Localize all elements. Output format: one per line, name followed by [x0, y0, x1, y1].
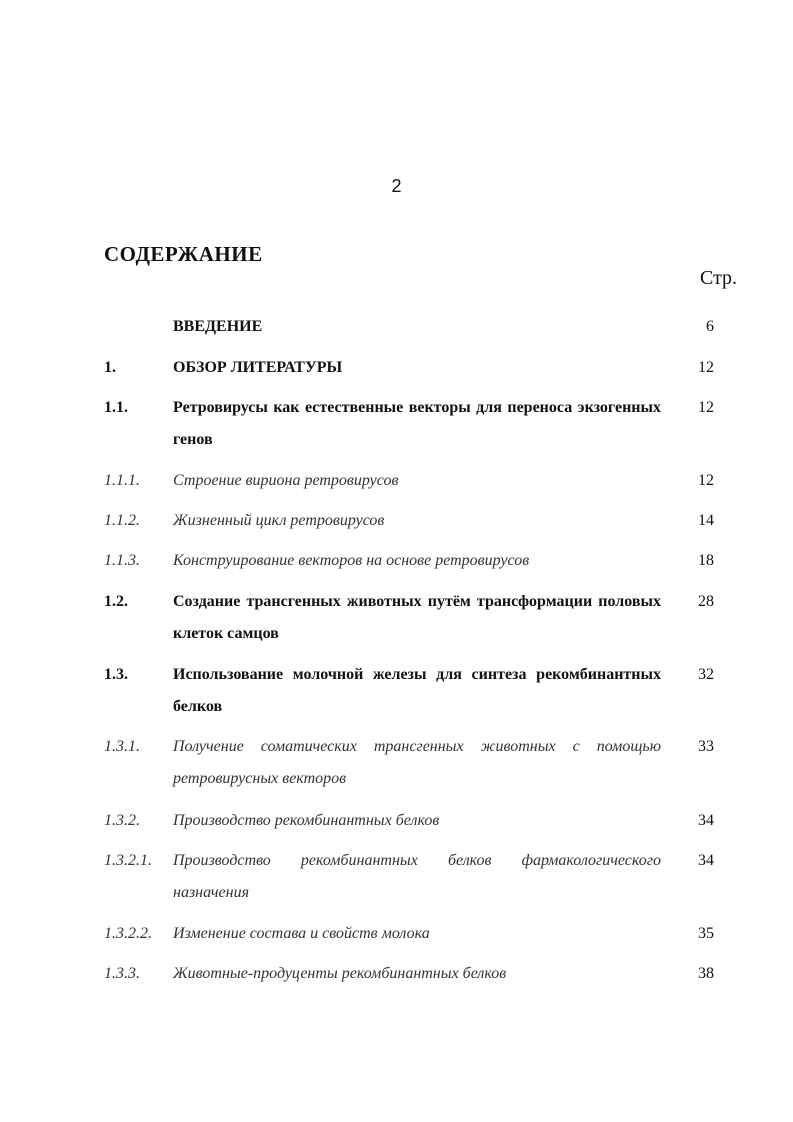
toc-entry-number: 1.3.3.	[104, 965, 140, 982]
toc-entry-page: 28	[698, 593, 714, 610]
toc-entry-page: 14	[698, 512, 714, 529]
toc-entry-title: Производство рекомбинантных белков фармакологического назначения	[173, 852, 661, 901]
page-column-label: Стр.	[700, 267, 738, 289]
toc-entry-title: Животные-продуценты рекомбинантных белков	[173, 965, 507, 982]
toc-entry-number: 1.1.2.	[104, 512, 140, 529]
toc-entry-number: 1.1.	[104, 399, 128, 416]
toc-entry-page: 34	[698, 812, 714, 829]
toc-entry-title: Производство рекомбинантных белков	[173, 812, 440, 829]
toc-entry-number: 1.1.1.	[104, 472, 140, 489]
toc-entry-page: 18	[698, 552, 714, 569]
toc-entry-title: Получение соматических трансгенных животных с помощью ретровирусных векторов	[173, 738, 661, 787]
toc-entry-title: Использование молочной железы для синтеза рекомбинантных белков	[173, 666, 661, 715]
toc-entry-page: 12	[698, 472, 714, 489]
toc-entry-number: 1.3.	[104, 666, 128, 683]
toc-entry-number: 1.3.1.	[104, 738, 140, 755]
toc-entry-page: 6	[706, 318, 714, 335]
toc-entry-title: Изменение состава и свойств молока	[173, 925, 430, 942]
toc-entry-page: 38	[698, 965, 714, 982]
toc-entry-page: 33	[698, 738, 714, 755]
toc-entry-page: 12	[698, 359, 714, 376]
toc-entry-page: 34	[698, 852, 714, 869]
toc-entry-number: 1.3.2.2.	[104, 925, 152, 942]
toc-entry-title: ВВЕДЕНИЕ	[173, 318, 263, 335]
toc-entry-page: 35	[698, 925, 714, 942]
toc-entry-title: Конструирование векторов на основе ретровирусов	[173, 552, 530, 569]
toc-entry-title: Жизненный цикл ретровирусов	[173, 512, 385, 529]
toc-entry-number: 1.1.3.	[104, 552, 140, 569]
toc-entry-title: Создание трансгенных животных путём трансформации половых клеток самцов	[173, 593, 661, 642]
toc-entry-title: Строение вириона ретровирусов	[173, 472, 399, 489]
page-number: 2	[391, 176, 402, 196]
toc-entry-number: 1.3.2.1.	[104, 852, 152, 869]
toc-entry-number: 1.3.2.	[104, 812, 140, 829]
toc-entry-number: 1.	[104, 359, 116, 376]
toc-entry-page: 32	[698, 666, 714, 683]
toc-entry-page: 12	[698, 399, 714, 416]
toc-entry-title: ОБЗОР ЛИТЕРАТУРЫ	[173, 359, 343, 376]
toc-entry-title: Ретровирусы как естественные векторы для переноса экзогенных генов	[173, 399, 661, 448]
toc-entry-number: 1.2.	[104, 593, 128, 610]
toc-title: СОДЕРЖАНИЕ	[104, 242, 263, 266]
